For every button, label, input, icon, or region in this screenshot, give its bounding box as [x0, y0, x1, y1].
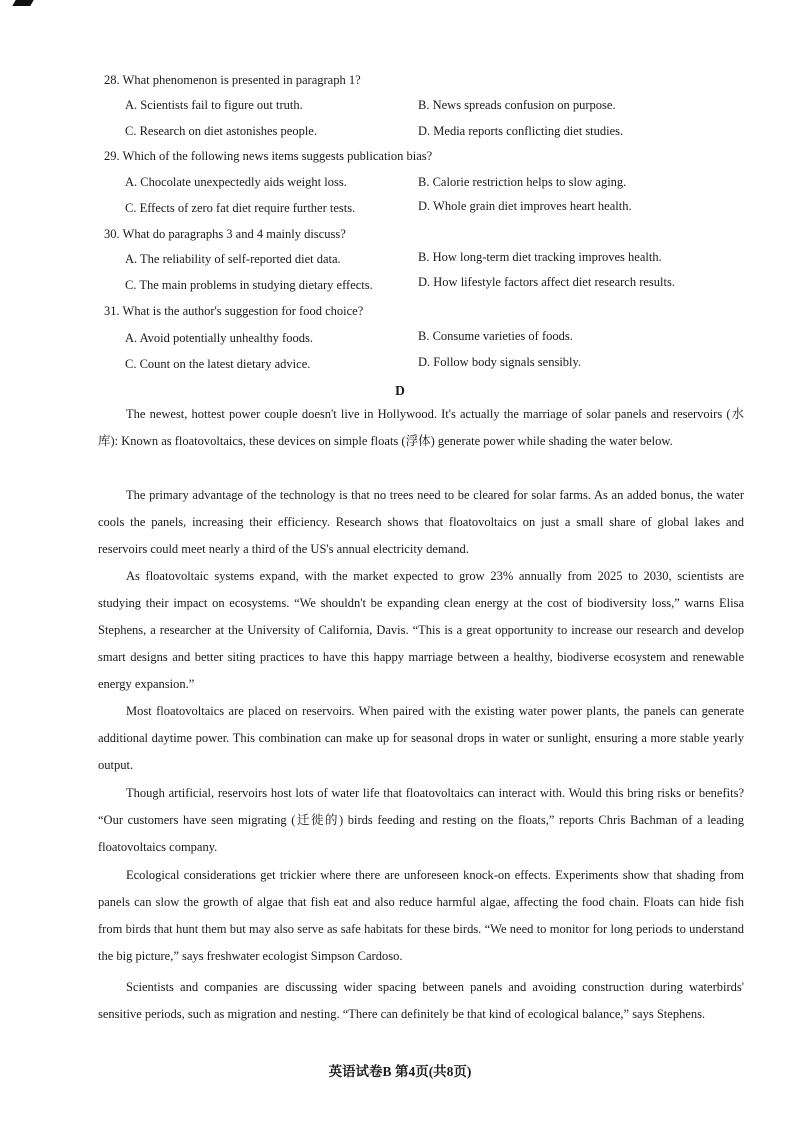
- question-number: 28.: [104, 73, 120, 87]
- option: A. Scientists fail to figure out truth.: [125, 98, 303, 112]
- option: A. Chocolate unexpectedly aids weight loss.: [125, 175, 347, 189]
- question-stem: Which of the following news items suggests publication bias?: [122, 149, 433, 163]
- passage-paragraph: As floatovoltaic systems expand, with the market expected to grow 23% annually from 2025 to 2030, scientists are studying their impact on ecosystems. “We shouldn't be expanding clean energy at the cost of biodiversity loss,” warns Elisa Stephens, a researcher at the University of California, Davis. “This is a great opportunity to increase our research and develop smart designs and better siting practices to have this happy marriage between a healthy, biodiverse ecosystem and renewable energy expansion.”: [98, 569, 744, 691]
- option: D. Follow body signals sensibly.: [418, 355, 582, 369]
- question-stem: What do paragraphs 3 and 4 mainly discuss?: [122, 227, 346, 241]
- passage-paragraph: Most floatovoltaics are placed on reservoirs. When paired with the existing water power plants, the panels can generate additional daytime power. This combination can make up for seasonal drops in water or sunlight, ensuring a more stable yearly output.: [98, 704, 744, 772]
- option: C. Count on the latest dietary advice.: [125, 357, 311, 371]
- question-29: [104, 148, 432, 164]
- passage-paragraph: Though artificial, reservoirs host lots of water life that floatovoltaics can interact with. Would this bring risks or benefits? “Our customers have seen migrating (迁徙的) birds feeding and resting on the floats,” reports Chris Bachman of a leading floatovoltaics company.: [98, 786, 744, 854]
- option: C. Research on diet astonishes people.: [125, 124, 317, 138]
- option: C. Effects of zero fat diet require further tests.: [125, 201, 356, 215]
- question-number: 30.: [104, 227, 120, 241]
- passage-paragraph: Ecological considerations get trickier where there are unforeseen knock-on effects. Experiments show that shading from panels can slow the growth of algae that fish eat and also reduce harmful algae, affecting the food chain. Floats can hide fish from birds that hunt them but may also serve as safe habitats for these birds. “We need to monitor for long periods to understand the big picture,” says freshwater ecologist Simpson Cardoso.: [98, 868, 744, 963]
- question-number: 31.: [104, 304, 120, 318]
- option: B. How long-term diet tracking improves health.: [418, 250, 662, 264]
- section-title: D: [395, 383, 405, 398]
- option: D. How lifestyle factors affect diet research results.: [418, 275, 675, 289]
- passage-paragraph: The newest, hottest power couple doesn't live in Hollywood. It's actually the marriage of solar panels and reservoirs (水库): Known as floatovoltaics, these devices on simple floats (浮体) generate power while shading the water below.: [98, 407, 744, 448]
- option: B. Consume varieties of foods.: [418, 329, 573, 343]
- option: C. The main problems in studying dietary effects.: [125, 278, 373, 292]
- question-stem: What is the author's suggestion for food choice?: [122, 304, 364, 318]
- question-28: [104, 72, 361, 88]
- question-stem: What phenomenon is presented in paragraph 1?: [122, 73, 361, 87]
- question-number: 29.: [104, 149, 120, 163]
- passage-paragraph: Scientists and companies are discussing wider spacing between panels and avoiding construction during waterbirds' sensitive periods, such as migration and nesting. “There can definitely be that kind of ecological balance,” says Stephens.: [98, 980, 744, 1021]
- question-31: [104, 303, 363, 319]
- option: A. Avoid potentially unhealthy foods.: [125, 331, 313, 345]
- option: B. News spreads confusion on purpose.: [418, 98, 616, 112]
- option: A. The reliability of self-reported diet data.: [125, 252, 341, 266]
- scan-corner-mark: [12, 0, 33, 6]
- question-30: [104, 226, 346, 242]
- option: B. Calorie restriction helps to slow aging.: [418, 175, 627, 189]
- page-footer: 英语试卷B 第4页(共8页): [328, 1064, 472, 1079]
- option: D. Media reports conflicting diet studies.: [418, 124, 624, 138]
- option: D. Whole grain diet improves heart health.: [418, 199, 632, 213]
- passage-paragraph: The primary advantage of the technology is that no trees need to be cleared for solar farms. As an added bonus, the water cools the panels, increasing their efficiency. Research shows that floatovoltaics on just a small share of global lakes and reservoirs could meet nearly a third of the US's annual electricity demand.: [98, 488, 744, 556]
